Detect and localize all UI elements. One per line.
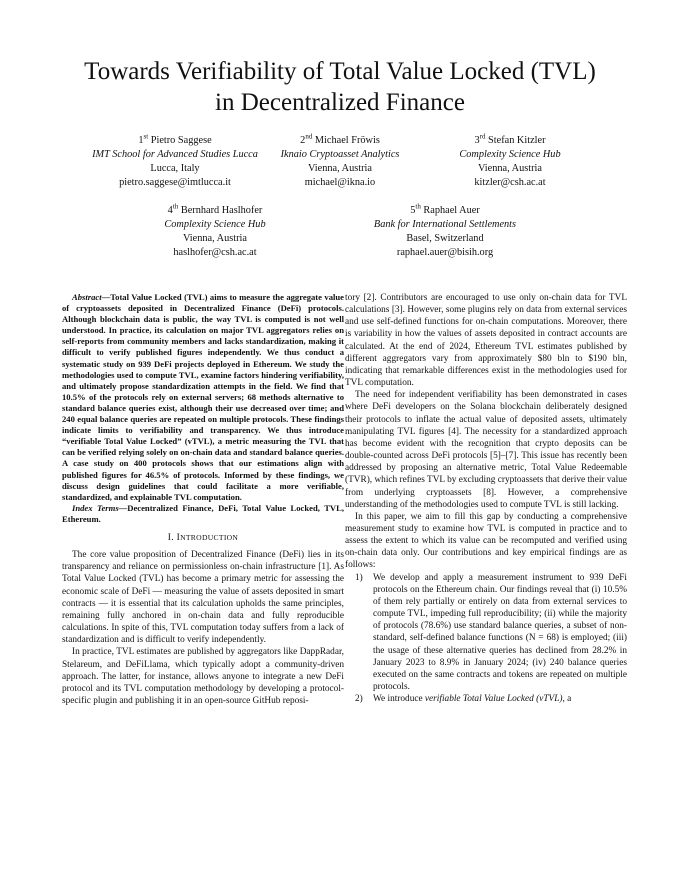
right-column: [345, 292, 627, 705]
left-column: [62, 292, 344, 707]
author-name: Raphael Auer: [423, 205, 480, 216]
author-block: 5th Raphael Auer Bank for International Settlements Basel, Switzerland raphael.auer@bisih.org: [345, 204, 545, 260]
intro-paragraph-1: The core value proposition of Decentralized Finance (DeFi) lies in its transparency and reliance on permissionless on-chain infrastructure [1]. As Total Value Locked (TVL) has become a primary metric for assessing the economic scale of DeFi — measuring the value of assets deposited in smart contracts — it is essential that its calculation upholds the same principles, remaining fully anchored in on-chain data and fully reproducible calculations. In spite of this, TVL computation today suffers from a lack of standardization and is difficult to verify independently.: [62, 550, 344, 646]
abstract: Abstract—Total Value Locked (TVL) aims to measure the aggregate value of cryptoassets deposited in Decentralized Finance (DeFi) protocols. Although blockchain data is public, the way TVL is computed is not well understood. In practice, its calculation on major TVL aggregators relies on self-reports from community members and lacks standardization, making it difficult to verify published figures independently. We thus conduct a systematic study on 939 DeFi projects deployed in Ethereum. We study the methodologies used to compute TVL, examine factors hindering verifiability, and ultimately propose standardization attempts in the field. We find that 10.5% of the protocols rely on external servers; 68 methods alternative to standard balance queries exist, although their use decreased over time; and 240 equal balance queries are repeated on multiple protocols. These findings indicate limits to verifiability and transparency. We thus introduce “verifiable Total Value Locked” (vTVL), a metric measuring the TVL that can be verified relying solely on on-chain data and standard balance queries. A case study on 400 protocols shows that our estimations align with published figures for 46.5% of protocols. Informed by these findings, we discuss design guidelines that could facilitate a more verifiable, standardized, and explainable TVL computation.: [62, 292, 344, 502]
author-name: Bernhard Haslhofer: [180, 205, 263, 216]
index-terms: Index Terms—Decentralized Finance, DeFi, Total Value Locked, TVL, Ethereum.: [62, 502, 345, 524]
author-location: Lucca, Italy: [150, 163, 200, 174]
intro-paragraph-5: In this paper, we aim to fill this gap by conducting a comprehensive measurement study to examine how TVL is computed in practice and to assess the extent to which its value can be recomputed and verified using on-chain data only. Our contributions and key empirical findings are as follows:: [345, 511, 627, 571]
intro-paragraph-4: The need for independent verifiability has been demonstrated in cases where DeFi developers on the Solana blockchain deliberately designed their protocols to inflate the actual value of deposited assets, ultimately manipulating TVL figures [4]. The necessity for a standardized approach has become evident with the recognition that crypto deposits can be double-counted across DeFi protocols [5]–[7]. This issue has recently been addressed by proposing an alternative metric, Total Value Redeemable (TVR), which refines TVL by excluding cryptoassets that derive their value from underlying cryptoassets [8]. However, a comprehensive understanding of the methodologies used to compute TVL is still lacking.: [345, 390, 627, 510]
section-heading-introduction: I. INTRODUCTION: [167, 532, 239, 543]
title-line-2: in Decentralized Finance: [215, 89, 465, 116]
contributions-list: [345, 572, 627, 706]
author-email: pietro.saggese@imtlucca.it: [119, 177, 231, 188]
paper-title: [30, 56, 650, 118]
author-name: Michael Fröwis: [314, 135, 380, 146]
author-affiliation: Complexity Science Hub: [459, 149, 561, 160]
author-affiliation: Iknaio Cryptoasset Analytics: [280, 149, 400, 160]
author-affiliation: IMT School for Advanced Studies Lucca: [92, 149, 258, 160]
list-item: 2) We introduce verifiable Total Value Locked (vTVL), a: [355, 694, 572, 705]
list-item: 1) We develop and apply a measurement instrument to 939 DeFi protocols on the Ethereum chain. Our findings reveal that (i) 10.5% of them rely partially or entirely on data from external services to compute TVL, impeding full reproducibility; (ii) while the majority of protocols (78.6%) use standard balance queries, a subset of non-standard, self-defined balance functions (N = 68) is employed; (iii) the usage of these alternative queries has declined from 28.2% in January 2023 to 8.9% in January 2024; (iv) 240 balance queries executed on the same contracts and tokens are repeated on multiple protocols.: [355, 572, 627, 692]
intro-paragraph-2: In practice, TVL estimates are published by aggregators like DappRadar, Stelareum, and DeFiLlama, which typically adopt a community-driven approach. The latter, for instance, allows anyone to integrate a new DeFi protocol and its TVL computation methodology by developing a protocol-specific plugin and publishing it in an open-source GitHub reposi-: [62, 647, 344, 706]
title-line-1: Towards Verifiability of Total Value Locked (TVL): [84, 58, 596, 85]
author-name: Pietro Saggese: [150, 135, 212, 146]
author-name: Stefan Kitzler: [488, 135, 546, 146]
author-email: haslhofer@csh.ac.at: [173, 247, 257, 258]
author-location: Vienna, Austria: [182, 233, 247, 244]
intro-paragraph-3: tory [2]. Contributors are encouraged to use only on-chain data for TVL calculations [3]. However, some plugins rely on data from external services and use self-defined functions for on-chain computations. Moreover, there is variability in how the values of assets deposited in contract accounts are calculated. At the end of 2024, Ethereum TVL estimates published by different aggregators vary from approximately $80 bln to $190 bln, indicating that remarkable differences exist in the methodologies used for TVL computation.: [345, 293, 627, 389]
author-affiliation: Complexity Science Hub: [164, 219, 266, 230]
author-block: 2nd Michael Fröwis Iknaio Cryptoasset Analytics Vienna, Austria michael@ikna.io: [250, 134, 430, 190]
author-affiliation: Bank for International Settlements: [373, 219, 517, 230]
author-block: 1st Pietro Saggese IMT School for Advanced Studies Lucca Lucca, Italy pietro.saggese@imtlucca.it: [60, 134, 290, 190]
author-block: 4th Bernhard Haslhofer Complexity Science Hub Vienna, Austria haslhofer@csh.ac.at: [120, 204, 310, 260]
author-location: Basel, Switzerland: [406, 233, 484, 244]
author-location: Vienna, Austria: [307, 163, 372, 174]
author-email: raphael.auer@bisih.org: [396, 247, 494, 258]
author-block: 3rd Stefan Kitzler Complexity Science Hub Vienna, Austria kitzler@csh.ac.at: [415, 134, 605, 190]
author-email: kitzler@csh.ac.at: [474, 177, 546, 188]
author-email: michael@ikna.io: [304, 177, 376, 188]
author-location: Vienna, Austria: [477, 163, 542, 174]
